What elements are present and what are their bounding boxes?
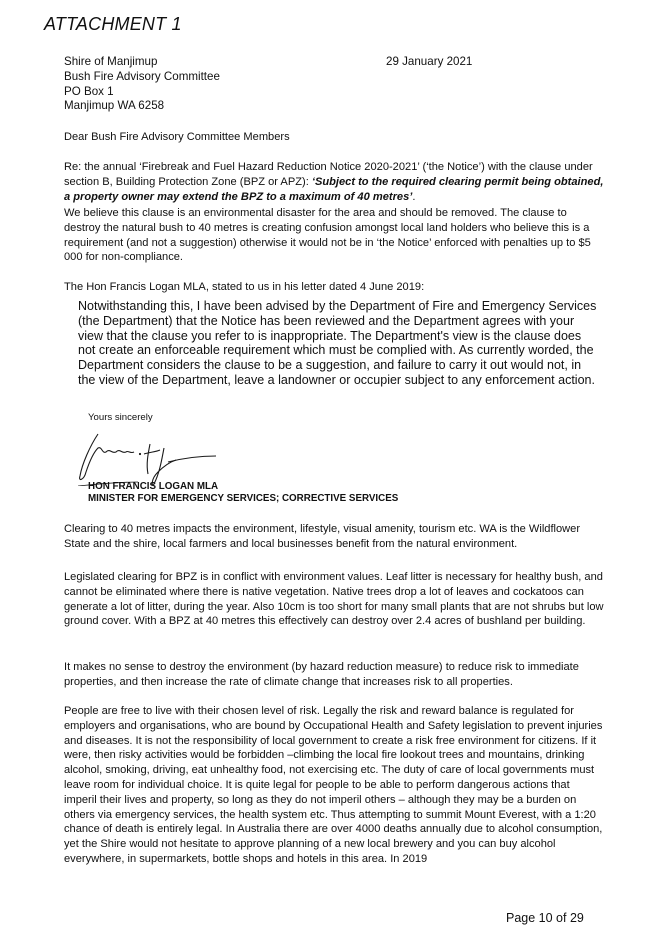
signoff: Yours sincerely [88, 412, 153, 423]
minister-quote: Notwithstanding this, I have been advised by the Department of Fire and Emergency Services (the Department) that the Notice has been reviewed and the Department agrees with your view that the clause you refer to is inappropriate. The Department's view is the clause does not create an enforceable requirement which must be complied with. As currently worded, the Department considers the clause to be a suggestion, and failure to carry it out would not, in the view of the Department, leave a landowner or occupier subject to any enforcement action. [78, 299, 597, 387]
body-paragraph: Legislated clearing for BPZ is in conflict with environment values. Leaf litter is necessary for healthy bush, and cannot be eliminated where there is native vegetation. Native trees drop a lot of leaves and cockatoos can generate a lot of litter, during the year. Also 10cm is too short for many small plants that are not shrubs but low ground cover. With a BPZ at 40 metres this effectively can destroy over 2.4 acres of bushland per building. [64, 571, 604, 628]
subject-end: . [412, 190, 416, 203]
signatory-name: HON FRANCIS LOGAN MLA [88, 481, 219, 492]
attachment-title: ATTACHMENT 1 [44, 14, 182, 34]
body-paragraph: It makes no sense to destroy the environment (by hazard reduction measure) to reduce risk to immediate properties, and then increase the rate of climate change that increases risk to all properties. [64, 661, 579, 688]
body-paragraph: Clearing to 40 metres impacts the environment, lifestyle, visual amenity, tourism etc. WA is the Wildflower State and the shire, local farmers and local businesses benefit from the natural environment. [64, 523, 581, 550]
address-line: Bush Fire Advisory Committee [64, 69, 220, 83]
signature-block [88, 481, 398, 506]
signatory-title: MINISTER FOR EMERGENCY SERVICES; CORRECTIVE SERVICES [88, 493, 399, 505]
subject-text: Re: the annual ‘Firebreak and Fuel Hazard Reduction Notice 2020-2021’ (‘the Notice’) with the clause under section B, Building Protection Zone (BPZ or APZ): [64, 161, 593, 188]
address-line: Shire of Manjimup [64, 55, 158, 68]
belief-paragraph: We believe this clause is an environmental disaster for the area and should be removed. The clause to destroy the natural bush to 40 metres is creating confusion amongst local land holders who believe this is a requirement (and not a suggestion) otherwise it would not be in ‘the Notice’ enforced with penalties up to $5 000 for non-compliance. [64, 207, 591, 264]
salutation: Dear Bush Fire Advisory Committee Members [64, 131, 290, 143]
subject-paragraph [64, 160, 604, 204]
signature-image [68, 424, 228, 486]
address-line: Manjimup WA 6258 [64, 99, 165, 113]
quote-intro: The Hon Francis Logan MLA, stated to us in his letter dated 4 June 2019: [64, 281, 425, 293]
recipient-address [64, 55, 220, 114]
address-line: PO Box 1 [64, 84, 114, 98]
subject-clause: ‘Subject to the required clearing permit being obtained, a property owner may extend the BPZ to a maximum of 40 metres’ [64, 175, 604, 203]
body-paragraph: People are free to live with their chosen level of risk. Legally the risk and reward balance is regulated for employers and organisations, who are bound by Occupational Health and Safety legislation to prevent injuries and diseases. It is not the responsibility of local government to create a risk free environment for citizens. If it were, then risky activities would be forbidden –climbing the local fire lookout trees and mountains, drinking alcohol, smoking, driving, eat unhealthy food, not exercising etc. The duty of care of local governments must leave room for individual choice. It is quite legal for people to be able to perform dangerous actions that imperil their lives and property, so long as they do not imperil others – although they may be a burden on others via emergency services, the health system etc. Thus attempting to summit Mount Everest, with a 1:20 chance of death is entirely legal. In Australia there are over 4000 deaths annually due to alcohol consumption, yet the Shire would not hesitate to approve planning of a new local brewery and you can buy alcohol everywhere, in supermarkets, bottle shops and hotels in this area. In 2019 [64, 705, 603, 865]
letter-date: 29 January 2021 [386, 55, 473, 68]
page-number: Page 10 of 29 [506, 911, 584, 925]
